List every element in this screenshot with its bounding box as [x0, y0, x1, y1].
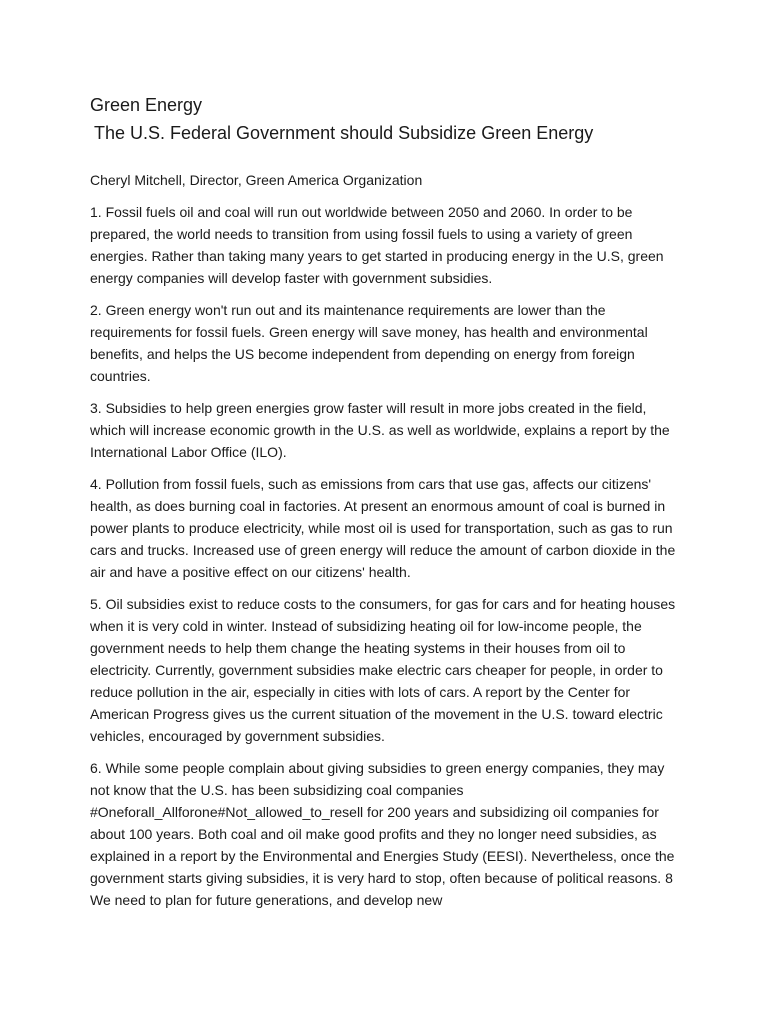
document-page	[90, 94, 680, 911]
document-heading: Green Energy	[90, 95, 203, 115]
paragraph-3: 3. Subsidies to help green energies grow faster will result in more jobs created in the field, which will increase economic growth in the U.S. as well as worldwide, explains a report by the International Labor Office (ILO).	[90, 400, 670, 460]
paragraph-2: 2. Green energy won't run out and its maintenance requirements are lower than the requirements for fossil fuels. Green energy will save money, has health and environmental benefits, and helps the US become independent from depending on energy from foreign countries.	[90, 302, 648, 384]
paragraph-6: 6. While some people complain about giving subsidies to green energy companies, they may not know that the U.S. has been subsidizing coal companies #Oneforall_Allforone#Not_allowed_to_resell for 200 years and subsidizing oil companies for about 100 years. Both coal and oil make good profits and they no longer need subsidies, as explained in a report by the Environmental and Energies Study (EESI). Nevertheless, once the government starts giving subsidies, it is very hard to stop, often because of political reasons. 8 We need to plan for future generations, and develop new	[90, 760, 675, 908]
author-line: Cheryl Mitchell, Director, Green America Organization	[90, 172, 423, 188]
paragraph-5: 5. Oil subsidies exist to reduce costs to the consumers, for gas for cars and for heating houses when it is very cold in winter. Instead of subsidizing heating oil for low-income people, the government needs to help them change the heating systems in their houses from oil to electricity. Currently, government subsidies make electric cars cheaper for people, in order to reduce pollution in the air, especially in cities with lots of cars. A report by the Center for American Progress gives us the current situation of the movement in the U.S. toward electric vehicles, encouraged by government subsidies.	[90, 596, 676, 744]
document-title: The U.S. Federal Government should Subsidize Green Energy	[94, 123, 594, 143]
paragraph-1: 1. Fossil fuels oil and coal will run out worldwide between 2050 and 2060. In order to be prepared, the world needs to transition from using fossil fuels to using a variety of green energies. Rather than taking many years to get started in producing energy in the U.S, green energy companies will develop faster with government subsidies.	[90, 204, 664, 286]
paragraph-4: 4. Pollution from fossil fuels, such as emissions from cars that use gas, affects our citizens' health, as does burning coal in factories. At present an enormous amount of coal is burned in power plants to produce electricity, while most oil is used for transportation, such as gas to run cars and trucks. Increased use of green energy will reduce the amount of carbon dioxide in the air and have a positive effect on our citizens' health.	[90, 476, 676, 580]
